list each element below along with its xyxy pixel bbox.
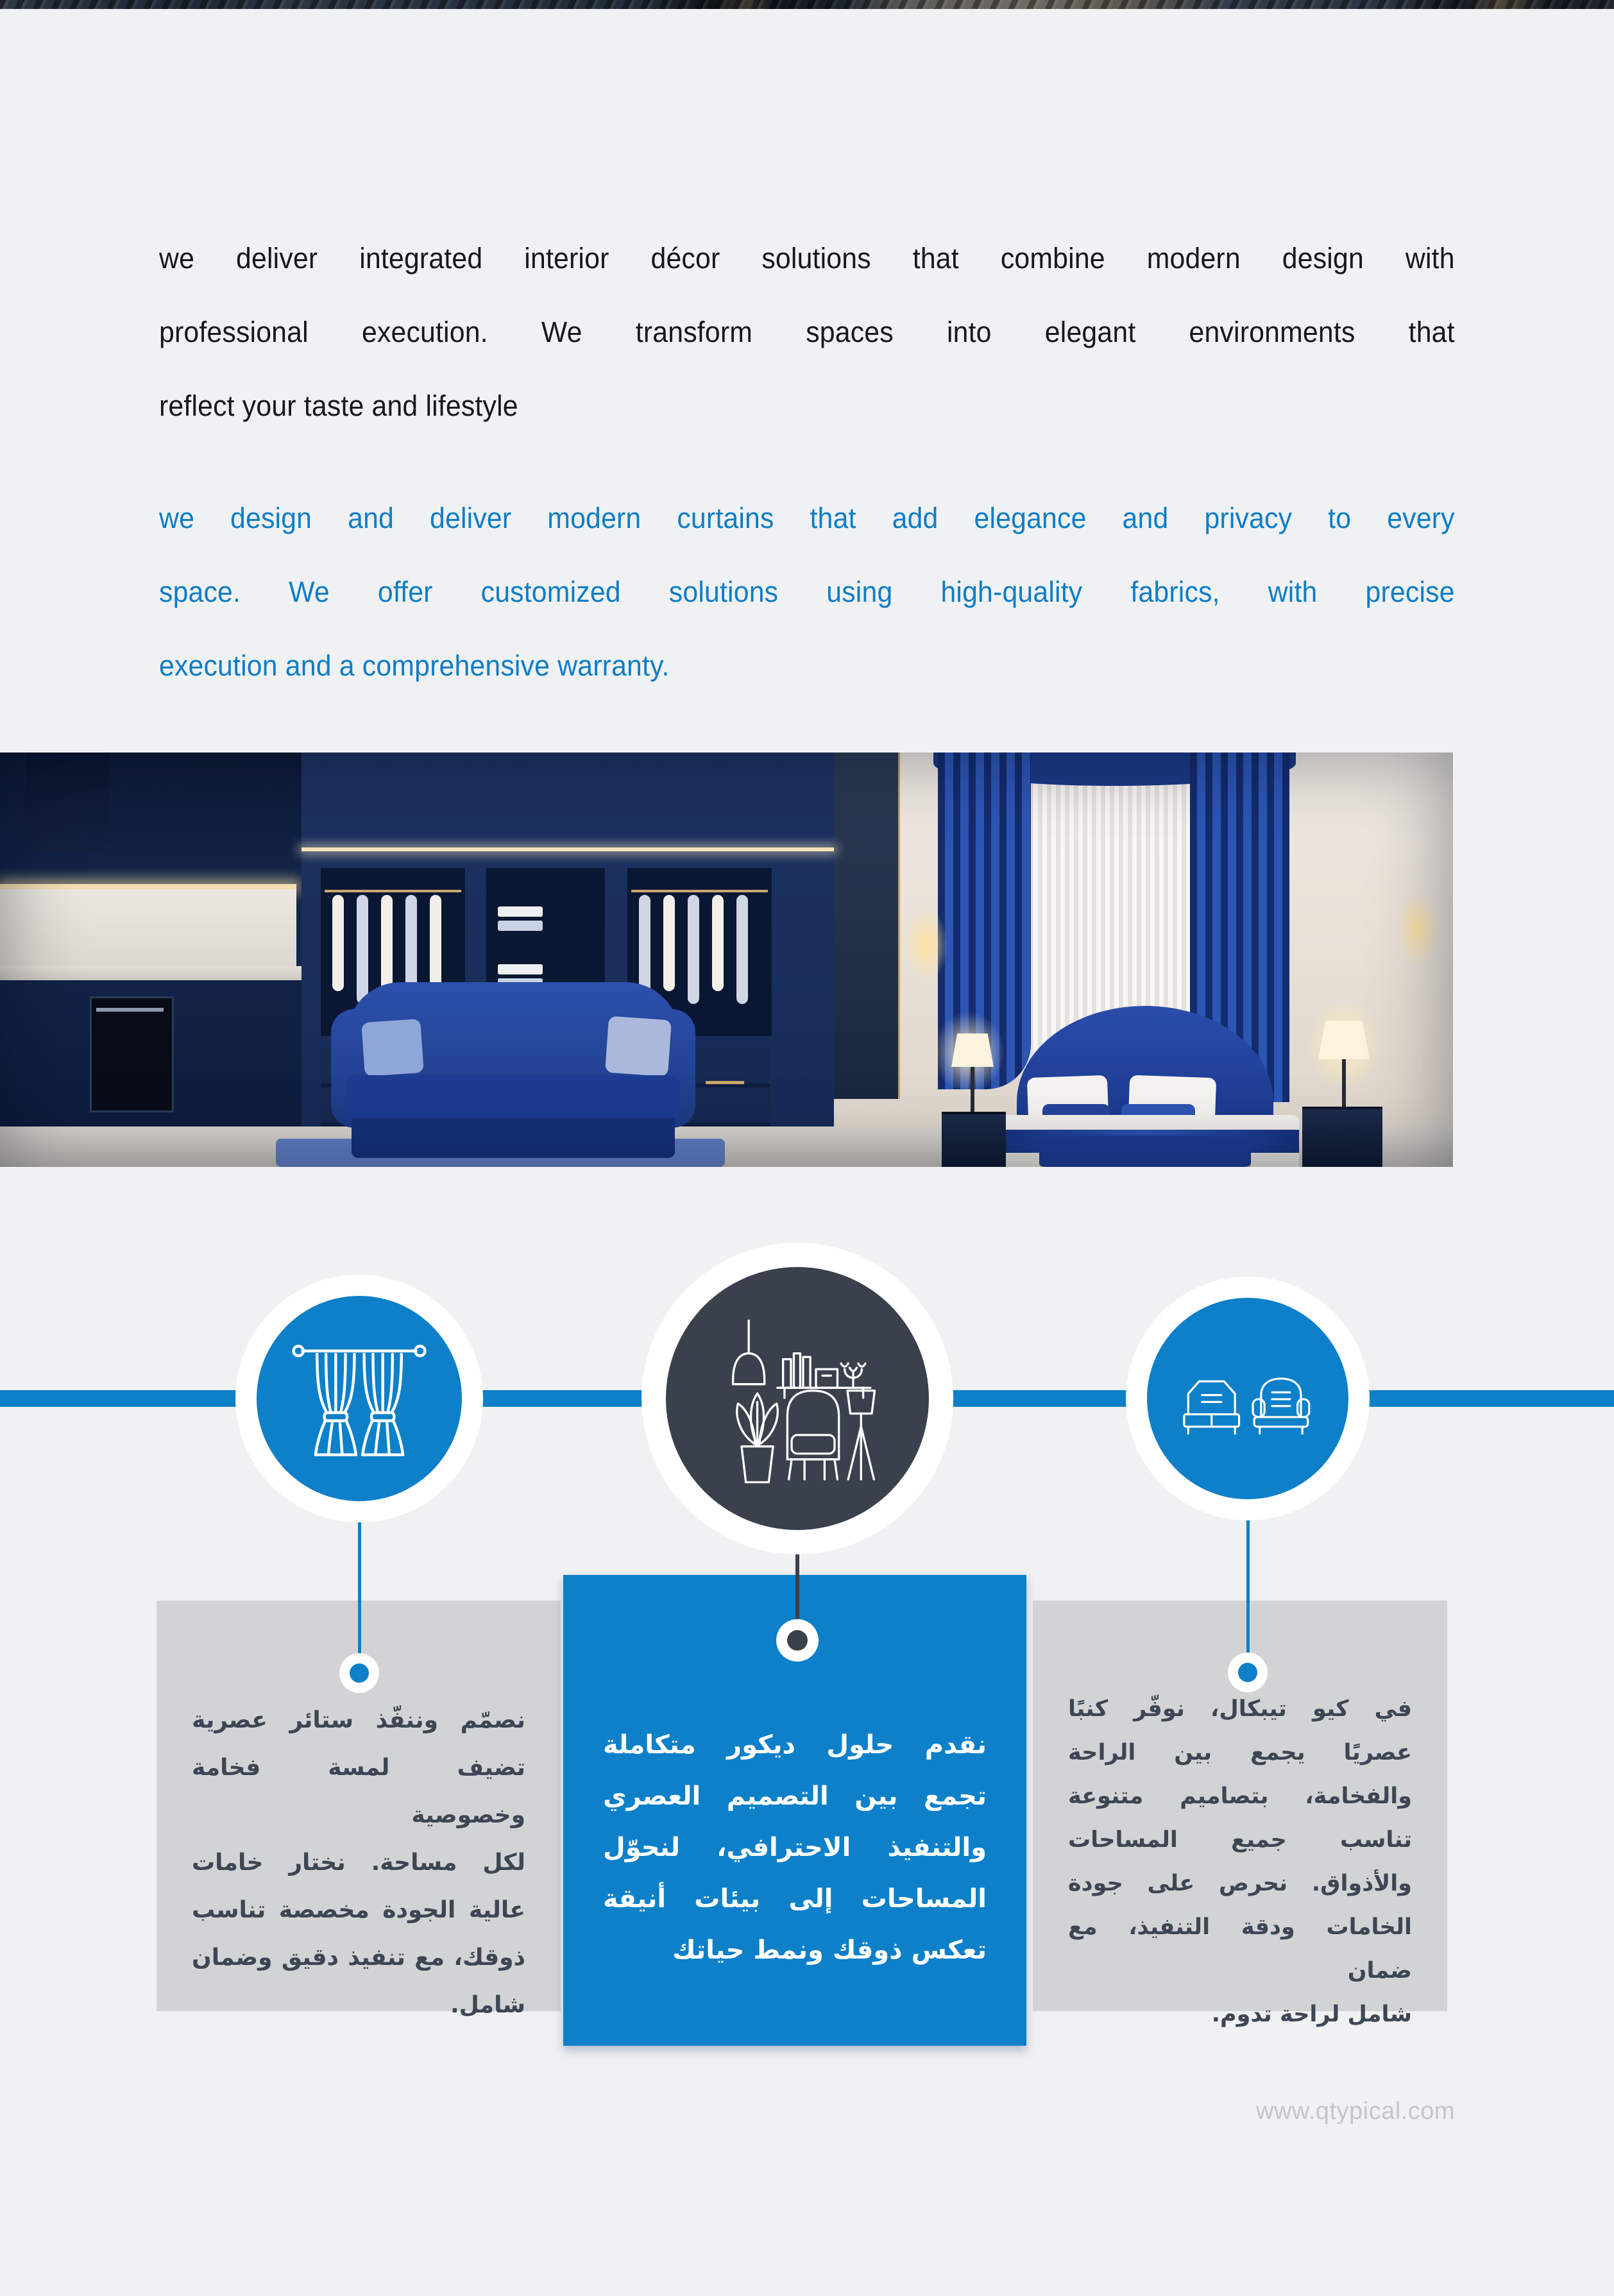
arabic-line: عصريًا يجمع بين الراحة xyxy=(1068,1740,1412,1765)
sofas-arabic-text xyxy=(1068,1687,1412,2036)
arabic-line: تضيف لمسة فخامة وخصوصية xyxy=(192,1755,525,1828)
service-circle-sofas xyxy=(1147,1298,1348,1499)
arabic-line: نقدم حلول ديكور متكاملة xyxy=(603,1730,987,1760)
interior-photo xyxy=(0,753,1453,1167)
photo-vignette xyxy=(0,753,1453,1167)
arabic-line: لكل مساحة. نختار خامات xyxy=(192,1850,525,1876)
decor-arabic-text xyxy=(603,1719,987,1976)
arabic-line: في كيو تيبكال، نوفّر كنبًا xyxy=(1068,1696,1412,1722)
service-circle-decor xyxy=(666,1267,929,1530)
connector-dot-core xyxy=(350,1663,369,1683)
intro-line: professional execution. We transform spaces into elegant environments that xyxy=(159,316,1455,348)
arabic-line: تجمع بين التصميم العصري xyxy=(603,1782,987,1811)
connector-dot-core xyxy=(787,1630,808,1651)
sofa-icon xyxy=(1176,1354,1320,1443)
curtains-paragraph xyxy=(159,481,1455,702)
curtains-arabic-text xyxy=(192,1697,525,2029)
intro-line: reflect your taste and lifestyle xyxy=(159,389,518,422)
curtains-line: execution and a comprehensive warranty. xyxy=(159,649,670,682)
curtains-line: space. We offer customized solutions using high-quality fabrics, with precise xyxy=(159,575,1455,608)
arabic-line: والتنفيذ الاحترافي، لنحوّل xyxy=(603,1833,987,1862)
arabic-line: الخامات ودقة التنفيذ، مع ضمان xyxy=(1068,1914,1412,1984)
connector-line-curtains xyxy=(358,1522,361,1654)
top-photo-strip xyxy=(0,0,1614,9)
arabic-line: والأذواق. نحرص على جودة xyxy=(1068,1871,1412,1896)
connector-line-sofas xyxy=(1246,1520,1250,1653)
arabic-line: شامل. xyxy=(450,1992,525,2018)
arabic-line: ذوقك، مع تنفيذ دقيق وضمان xyxy=(192,1944,525,1971)
interior-design-icon xyxy=(704,1309,890,1488)
intro-paragraph xyxy=(159,221,1455,443)
arabic-line: شامل لراحة تدوم. xyxy=(1211,2002,1412,2027)
arabic-line: تعكس ذوقك ونمط حياتك xyxy=(672,1935,987,1965)
arabic-line: المساحات إلى بيئات أنيقة xyxy=(603,1884,987,1914)
connector-dot-core xyxy=(1238,1663,1257,1682)
arabic-line: والفخامة، بتصاميم متنوعة xyxy=(1068,1783,1412,1809)
curtains-line: we design and deliver modern curtains that add elegance and privacy to every xyxy=(159,502,1455,534)
arabic-line: تناسب جميع المساحات xyxy=(1068,1827,1412,1853)
curtains-icon xyxy=(285,1330,433,1468)
arabic-line: نصمّم وننفّذ ستائر عصرية xyxy=(192,1707,525,1733)
arabic-line: عالية الجودة مخصصة تناسب xyxy=(192,1897,525,1923)
footer-website-link[interactable]: www.qtypical.com xyxy=(1256,2098,1455,2125)
service-circle-curtains xyxy=(257,1296,462,1501)
intro-line: we deliver integrated interior décor solutions that combine modern design with xyxy=(159,242,1455,275)
connector-line-decor xyxy=(795,1554,799,1619)
